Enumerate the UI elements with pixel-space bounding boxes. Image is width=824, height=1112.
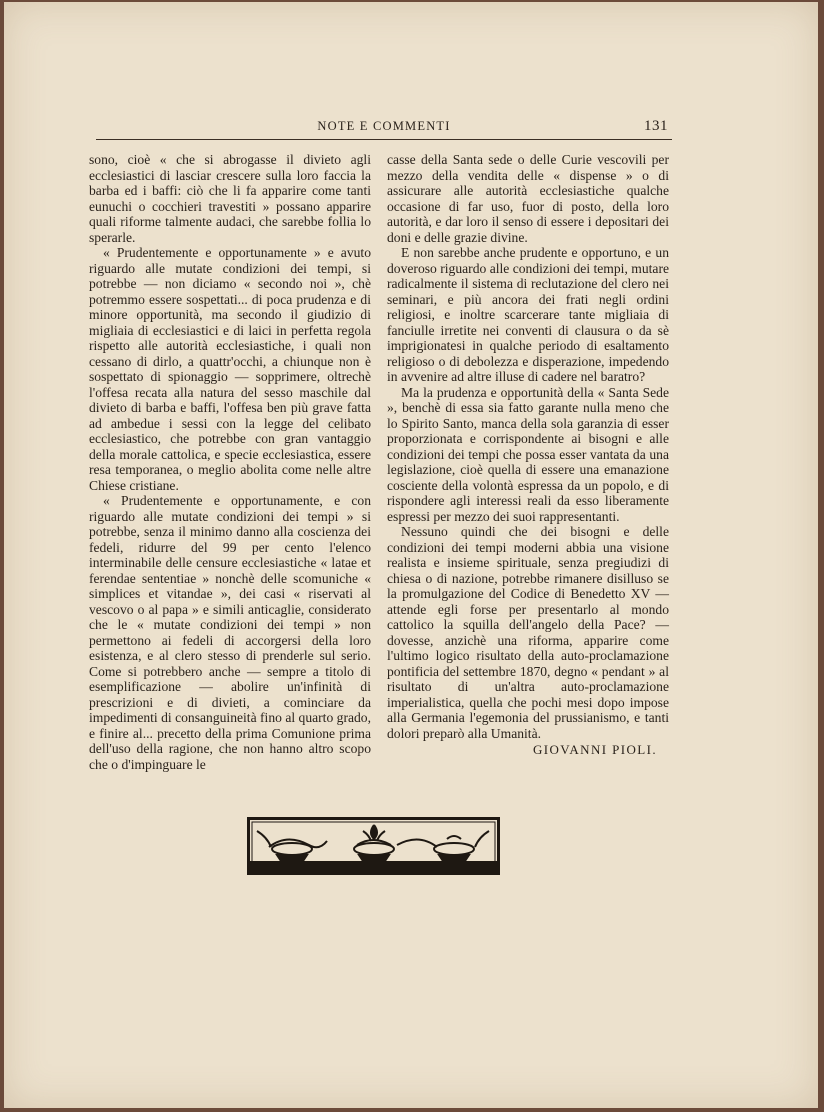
paragraph: « Prudentemente e opportunamente, e con riguardo alle mutate condizioni dei tempi » si potrebbe, senza il minimo danno alla coscienza dei fedeli, ridurre del 99 per cento l'elenco interminabile delle censure ecclesiastiche « latae et ferendae sententiae » nonchè delle scomuniche « simplices et vitandae », dei casi « riservati al vescovo o al papa » e simili anticaglie, considerato che le « mutate condizioni dei tempi » non permettono ai fedeli di accorgersi della loro esistenza, e al clero stesso di prenderle sul serio. Come si potrebbero anche — sempre a titolo di esemplificazione — abolire un'infinità di prescrizioni e di divieti, a cominciare da impedimenti di consanguineità fino al quarto grado, e finire al... precetto della prima Comunione prima dell'uso della ragione, che non hanno altro scopo che o d'impinguare le — [89, 493, 371, 772]
author-signature: GIOVANNI PIOLI. — [532, 742, 657, 757]
oil-lamps-ornament-icon — [247, 817, 500, 875]
paragraph: « Prudentemente e opportunamente » e avuto riguardo alle mutate condizioni dei tempi, si potrebbe — non diciamo « secondo noi », chè potremmo essere sospettati... di poca prudenza e di minore opportunità, ma secondo il giudizio di migliaia di ecclesiastici e di laici in perfetta regola rispetto alle autorità ecclesiastiche, i quali non cessano di dirlo, a quattr'occhi, a chiunque non è sospettato di spionaggio — sopprimere, oltrechè l'offesa recata alla natura del sesso maschile dal divieto di barba e baffi, l'offesa ben più grave fatta ad ambedue i sessi con la legge del celibato ecclesiastico, che potrebbe con gran vantaggio della morale cattolica, e specie ecclesiastica, essere resa temporanea, o meglio abolita come nelle altre Chiese cristiane. — [89, 245, 371, 493]
paragraph: casse della Santa sede o delle Curie vescovili per mezzo della vendita delle « dispense » o di assicurare alle autorità ecclesiastiche qualche occasione di far uso, fuor di posto, della loro autorità, e dar loro il senso di essere i depositari dei doni e delle grazie divine. — [387, 152, 669, 245]
paragraph: Nessuno quindi che dei bisogni e delle condizioni dei tempi moderni abbia una visione realista e insieme spirituale, senza pregiudizi di chiesa o di nazione, potrebbe rimanere disilluso se la promulgazione del Codice di Benedetto XV — attende egli forse per presentarlo al mondo cattolico la squilla dell'angelo della Pace? — dovesse, anzichè una riforma, apparire come l'ultimo logico risultato della auto-proclamazione pontificia del settembre 1870, degno « pendant » al risultato di un'altra auto-proclamazione imperialistica, quella che pochi mesi dopo impose alla Germania l'egemonia del prussianismo, e tanti dolori preparò alla Umanità. — [387, 524, 669, 741]
paragraph: Ma la prudenza e opportunità della « Santa Sede », benchè di essa sia fatto garante nulla meno che lo Spirito Santo, manca della sola garanzia di esser proporzionata e corrispondente ai bisogni e alle condizioni dei tempi che possa esser vantata da una legislazione, cioè quella di essere una emanazione cosciente della volontà espressa da un popolo, e di rispondere agli interessi reali da esso liberamente espressi per mezzo dei suoi rappresentanti. — [387, 384, 669, 524]
running-title: NOTE E COMMENTI — [317, 119, 451, 133]
left-column — [89, 152, 371, 772]
right-column — [387, 152, 669, 758]
page — [4, 2, 818, 1108]
page-header — [96, 119, 672, 140]
paragraph: E non sarebbe anche prudente e opportuno, e un doveroso riguardo alle condizioni dei tempi, mutare radicalmente il sistema di reclutazione del clero nei seminari, e più ancora dei frati negli ordini religiosi, e inoltre scarcerare tante migliaia di fanciulle irretite nei conventi di clausura o da sè imprigionatesi in qualche periodo di esaltamento religioso o di debolezza e disperazione, impedendo in avvenire ad altre illuse di cadere nel baratro? — [387, 245, 669, 384]
page-number: 131 — [644, 118, 668, 134]
paragraph: sono, cioè « che si abrogasse il divieto agli ecclesiastici di lasciar crescere sulla loro faccia la barba ed i baffi: ciò che li fa apparire come tanti eunuchi o cocchieri travestiti » possano apparire quali riforme talmente audaci, che sarebbe follia lo sperarle. — [89, 152, 371, 245]
